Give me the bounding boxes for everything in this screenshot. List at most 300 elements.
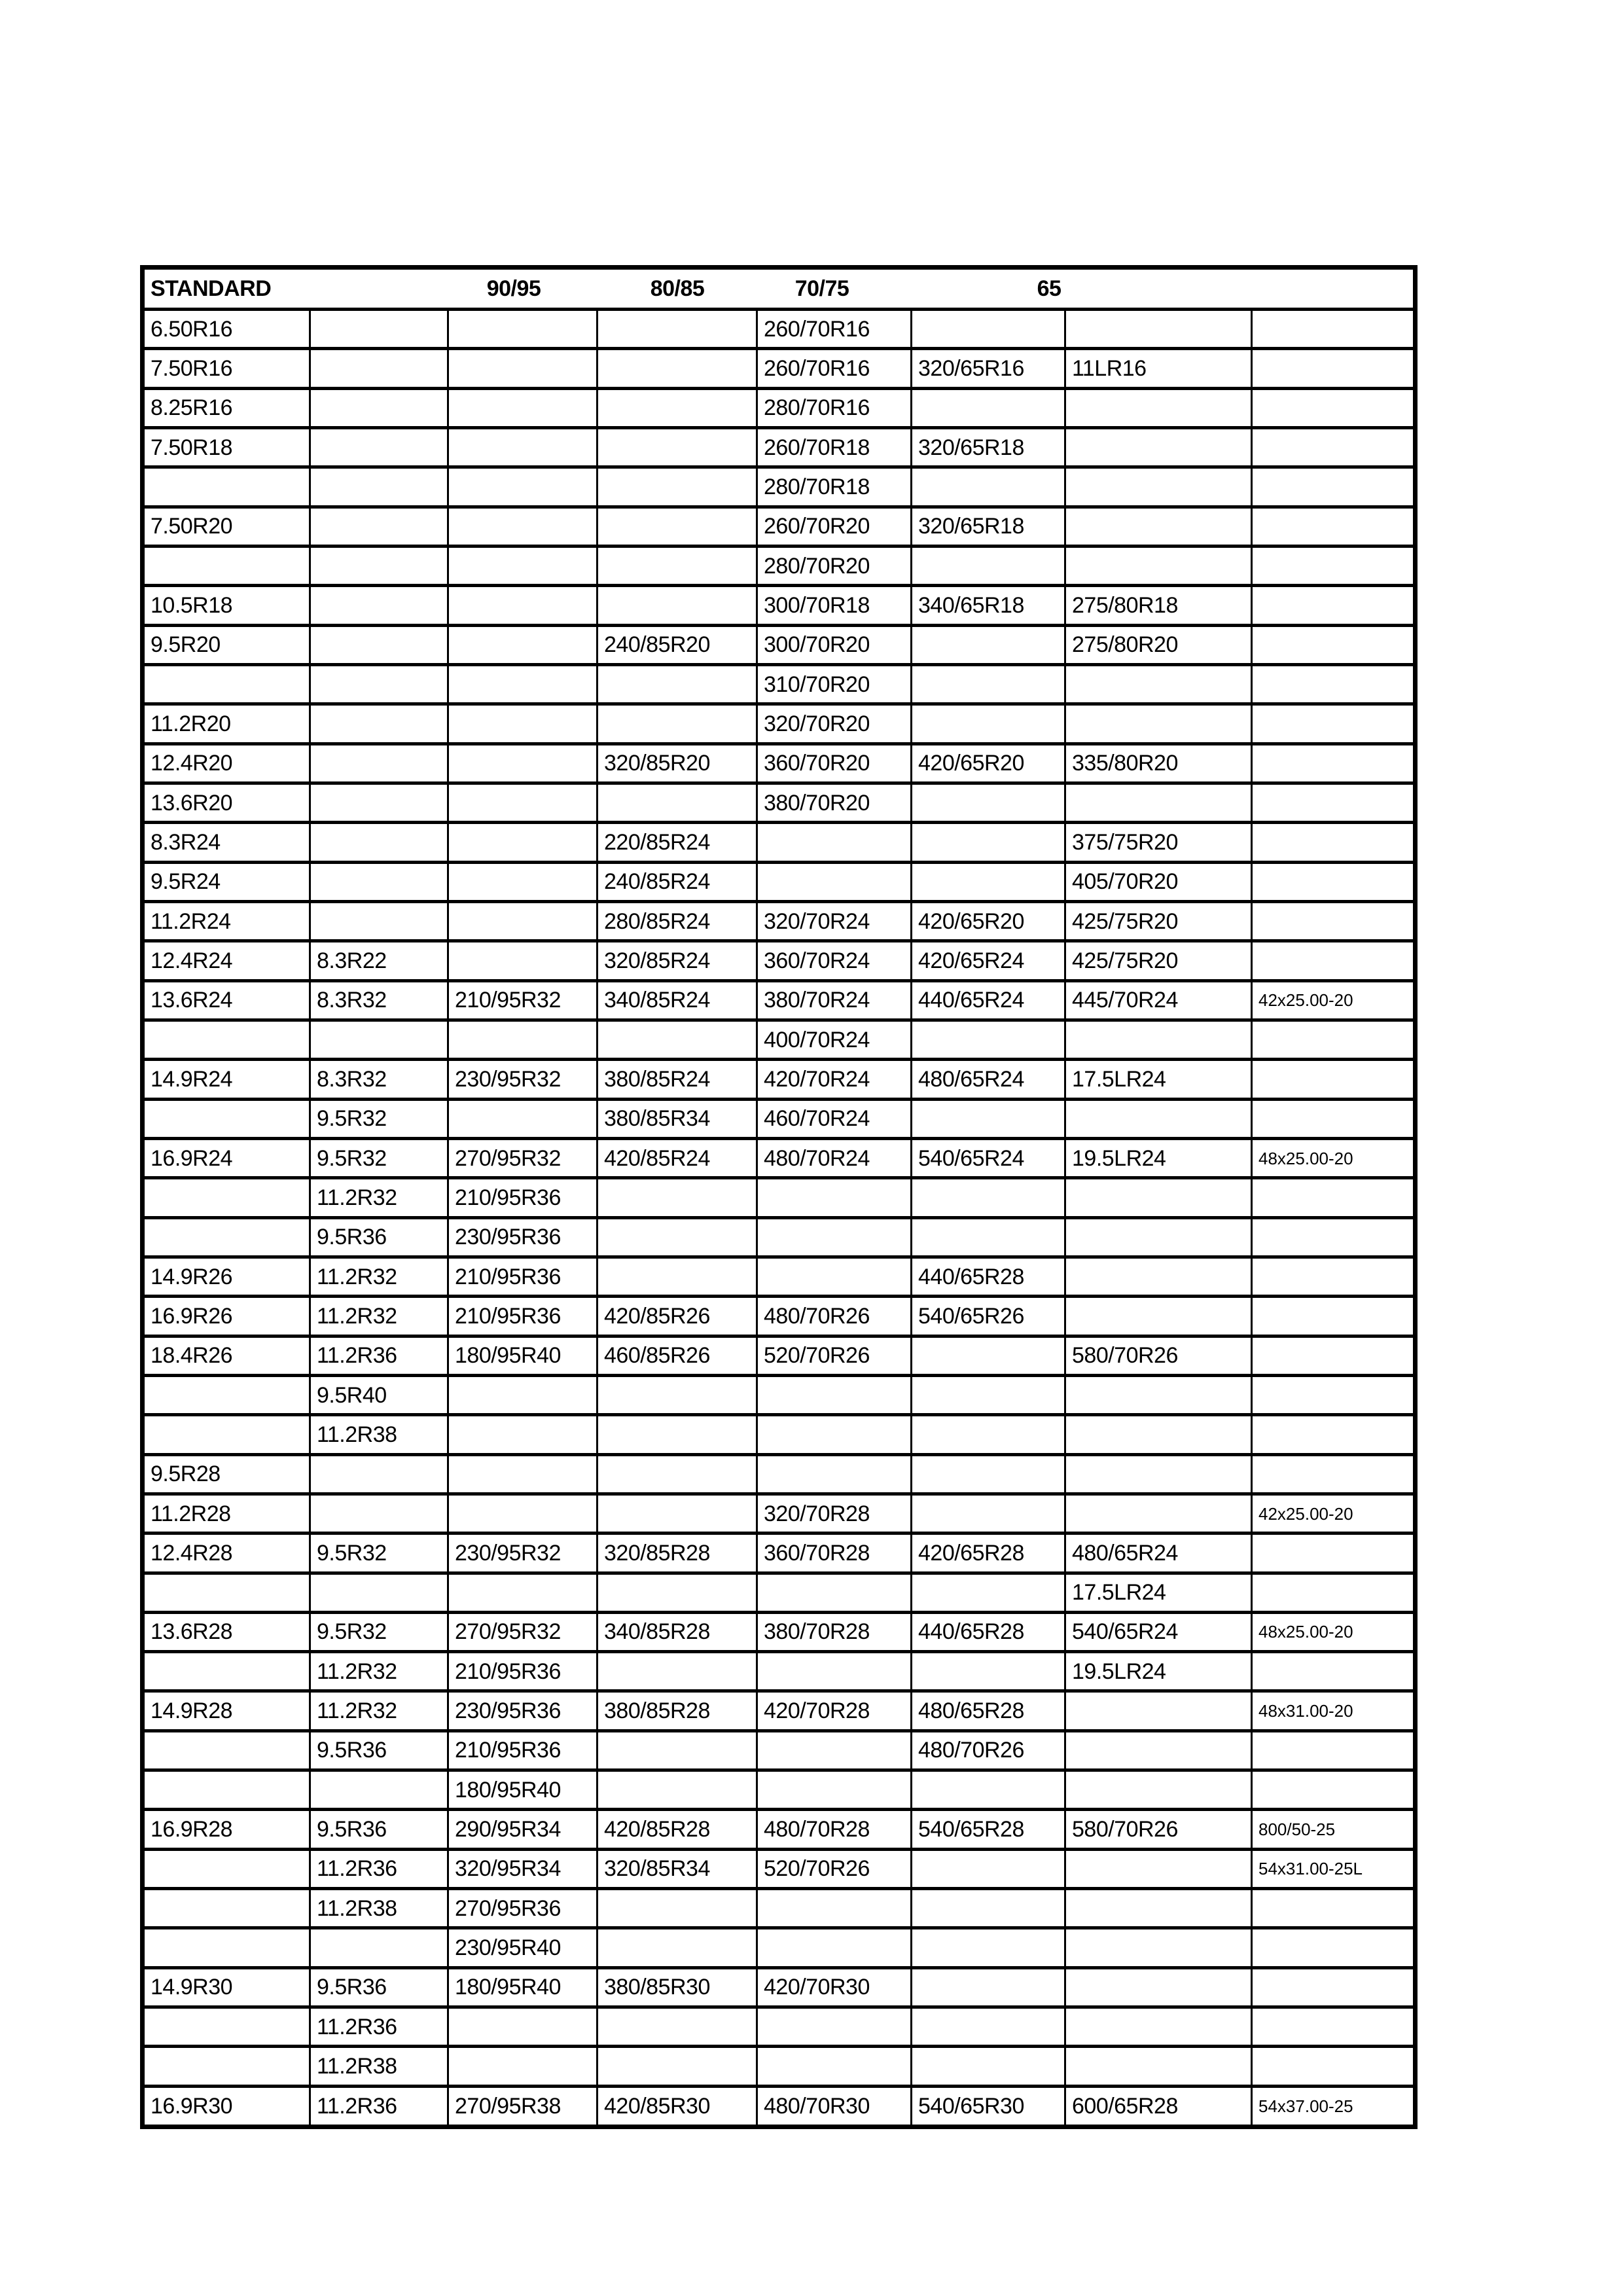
table-cell: [912, 1217, 1065, 1257]
table-cell: [757, 1217, 912, 1257]
table-row: [143, 1770, 1416, 1810]
table-cell: [597, 1770, 757, 1810]
table-cell: [1252, 1099, 1416, 1138]
table-cell: 54x31.00-25L: [1252, 1849, 1416, 1888]
table-cell: 11.2R36: [310, 1336, 448, 1375]
table-cell: [1065, 427, 1252, 467]
table-cell: [143, 1928, 310, 1967]
table-cell: [1065, 1217, 1252, 1257]
table-cell: [1065, 1731, 1252, 1770]
table-cell: [448, 349, 597, 388]
table-cell: [448, 1415, 597, 1454]
table-cell: [1065, 1297, 1252, 1336]
table-cell: [310, 823, 448, 862]
table-row: [143, 1138, 1416, 1177]
table-cell: 400/70R24: [757, 1020, 912, 1059]
tire-size-conversion-table: [140, 265, 1418, 2129]
table-cell: 17.5LR24: [1065, 1573, 1252, 1612]
table-cell: 11.2R24: [143, 901, 310, 941]
table-cell: 420/85R30: [597, 2086, 757, 2126]
table-cell: [912, 823, 1065, 862]
table-cell: 14.9R30: [143, 1967, 310, 2007]
table-cell: [912, 1652, 1065, 1691]
table-cell: [448, 901, 597, 941]
table-header-row: [143, 268, 1416, 310]
table-cell: [597, 586, 757, 625]
table-row: [143, 546, 1416, 585]
table-cell: 480/65R24: [912, 1060, 1065, 1099]
table-cell: 320/85R28: [597, 1534, 757, 1573]
table-cell: [757, 1178, 912, 1217]
header-label-90-95: 90/95: [486, 276, 541, 301]
table-cell: 14.9R28: [143, 1691, 310, 1731]
table-cell: 320/70R24: [757, 901, 912, 941]
table-cell: [143, 1770, 310, 1810]
table-cell: [1065, 1178, 1252, 1217]
table-cell: [143, 1375, 310, 1414]
table-cell: [448, 823, 597, 862]
table-cell: 11.2R32: [310, 1297, 448, 1336]
table-row: [143, 704, 1416, 744]
table-cell: 380/85R30: [597, 1967, 757, 2007]
table-cell: 480/65R24: [1065, 1534, 1252, 1573]
table-cell: 240/85R24: [597, 862, 757, 901]
table-cell: [1065, 783, 1252, 822]
table-cell: 11LR16: [1065, 349, 1252, 388]
table-cell: [912, 625, 1065, 664]
table-cell: 405/70R20: [1065, 862, 1252, 901]
table-row: [143, 1849, 1416, 1888]
table-cell: 340/65R18: [912, 586, 1065, 625]
table-cell: [448, 310, 597, 349]
table-cell: 13.6R24: [143, 980, 310, 1020]
table-cell: [448, 427, 597, 467]
table-cell: [310, 310, 448, 349]
table-row: [143, 901, 1416, 941]
table-row: [143, 1810, 1416, 1849]
table-cell: [1252, 546, 1416, 585]
table-cell: [1065, 546, 1252, 585]
table-cell: [757, 1889, 912, 1928]
table-cell: 9.5R32: [310, 1612, 448, 1651]
table-cell: [757, 1454, 912, 1494]
table-cell: 17.5LR24: [1065, 1060, 1252, 1099]
table-cell: [912, 1889, 1065, 1928]
table-cell: [1065, 2007, 1252, 2047]
table-cell: 210/95R36: [448, 1297, 597, 1336]
table-cell: 320/70R28: [757, 1494, 912, 1533]
table-cell: [143, 1415, 310, 1454]
table-row: [143, 1297, 1416, 1336]
table-cell: [1252, 2047, 1416, 2086]
header-label-70-75: 70/75: [794, 276, 849, 301]
table-cell: 12.4R28: [143, 1534, 310, 1573]
table-cell: [1252, 1178, 1416, 1217]
table-cell: 11.2R32: [310, 1691, 448, 1731]
table-cell: [1252, 1573, 1416, 1612]
table-cell: [912, 1375, 1065, 1414]
table-cell: 260/70R16: [757, 310, 912, 349]
table-cell: 180/95R40: [448, 1770, 597, 1810]
table-cell: [448, 1573, 597, 1612]
table-row: [143, 783, 1416, 822]
table-cell: [757, 2007, 912, 2047]
table-cell: [310, 783, 448, 822]
table-cell: [912, 704, 1065, 744]
table-cell: 420/65R28: [912, 1534, 1065, 1573]
table-cell: [597, 1928, 757, 1967]
table-cell: 11.2R36: [310, 1849, 448, 1888]
table-cell: [143, 1020, 310, 1059]
table-cell: [597, 1375, 757, 1414]
table-cell: [912, 1099, 1065, 1138]
table-cell: 800/50-25: [1252, 1810, 1416, 1849]
table-cell: 320/85R20: [597, 744, 757, 783]
table-cell: [597, 1178, 757, 1217]
table-cell: [310, 625, 448, 664]
table-cell: 320/70R20: [757, 704, 912, 744]
table-cell: 8.3R24: [143, 823, 310, 862]
table-cell: 425/75R20: [1065, 941, 1252, 980]
table-cell: 54x37.00-25: [1252, 2086, 1416, 2126]
table-cell: [1065, 1454, 1252, 1494]
table-cell: 260/70R20: [757, 507, 912, 546]
table-cell: 9.5R20: [143, 625, 310, 664]
table-cell: [1065, 1020, 1252, 1059]
table-row: [143, 2007, 1416, 2047]
table-cell: 270/95R32: [448, 1612, 597, 1651]
table-cell: 380/70R28: [757, 1612, 912, 1651]
table-cell: [1252, 625, 1416, 664]
table-cell: 380/70R20: [757, 783, 912, 822]
table-cell: 440/65R28: [912, 1257, 1065, 1296]
table-cell: [912, 1573, 1065, 1612]
table-row: [143, 1020, 1416, 1059]
table-row: [143, 1060, 1416, 1099]
table-cell: [310, 1020, 448, 1059]
table-cell: 18.4R26: [143, 1336, 310, 1375]
table-cell: 42x25.00-20: [1252, 1494, 1416, 1533]
table-cell: [1065, 1691, 1252, 1731]
table-cell: [143, 1178, 310, 1217]
table-cell: 11.2R20: [143, 704, 310, 744]
table-cell: 300/70R18: [757, 586, 912, 625]
table-cell: 460/70R24: [757, 1099, 912, 1138]
table-cell: [757, 1731, 912, 1770]
table-cell: 11.2R32: [310, 1178, 448, 1217]
table-cell: 580/70R26: [1065, 1336, 1252, 1375]
table-cell: [1252, 1257, 1416, 1296]
table-cell: 240/85R20: [597, 625, 757, 664]
table-cell: 230/95R32: [448, 1060, 597, 1099]
table-header-cell: [143, 268, 1416, 310]
table-cell: 7.50R16: [143, 349, 310, 388]
table-cell: [912, 664, 1065, 704]
table-cell: 380/85R34: [597, 1099, 757, 1138]
table-cell: [597, 1889, 757, 1928]
table-cell: 10.5R18: [143, 586, 310, 625]
table-cell: 48x25.00-20: [1252, 1612, 1416, 1651]
table-cell: 420/65R20: [912, 744, 1065, 783]
table-cell: 280/70R16: [757, 388, 912, 427]
table-cell: [1252, 1060, 1416, 1099]
table-cell: 420/85R26: [597, 1297, 757, 1336]
table-cell: 9.5R40: [310, 1375, 448, 1414]
table-cell: [757, 823, 912, 862]
table-cell: [597, 1020, 757, 1059]
table-cell: [1252, 1297, 1416, 1336]
table-cell: [448, 704, 597, 744]
table-cell: 340/85R24: [597, 980, 757, 1020]
table-cell: [757, 1573, 912, 1612]
table-cell: [448, 507, 597, 546]
table-cell: [1252, 901, 1416, 941]
header-label-65: 65: [1037, 276, 1061, 301]
table-cell: [597, 1573, 757, 1612]
table-cell: [1252, 427, 1416, 467]
table-cell: [448, 1099, 597, 1138]
table-cell: [143, 546, 310, 585]
table-row: [143, 310, 1416, 349]
table-row: [143, 664, 1416, 704]
table-cell: [310, 744, 448, 783]
table-cell: 440/65R24: [912, 980, 1065, 1020]
table-cell: 540/65R24: [912, 1138, 1065, 1177]
table-cell: 480/70R28: [757, 1810, 912, 1849]
table-cell: [912, 310, 1065, 349]
table-cell: [1252, 1217, 1416, 1257]
table-cell: [912, 1770, 1065, 1810]
table-cell: [1252, 783, 1416, 822]
table-cell: [1252, 704, 1416, 744]
table-cell: 320/65R18: [912, 427, 1065, 467]
table-cell: [1065, 1770, 1252, 1810]
table-cell: [310, 901, 448, 941]
table-cell: [1252, 1534, 1416, 1573]
table-cell: 540/65R30: [912, 2086, 1065, 2126]
table-cell: [1252, 1652, 1416, 1691]
table-row: [143, 1612, 1416, 1651]
table-cell: [310, 1454, 448, 1494]
table-cell: [1252, 941, 1416, 980]
table-cell: 480/65R28: [912, 1691, 1065, 1731]
table-cell: 270/95R32: [448, 1138, 597, 1177]
table-cell: [1065, 310, 1252, 349]
table-cell: [1252, 1770, 1416, 1810]
table-cell: [1252, 586, 1416, 625]
table-row: [143, 1454, 1416, 1494]
table-cell: [757, 2047, 912, 2086]
table-cell: [310, 1928, 448, 1967]
table-row: [143, 941, 1416, 980]
table-cell: 540/65R26: [912, 1297, 1065, 1336]
table-cell: 230/95R36: [448, 1217, 597, 1257]
table-cell: [143, 2007, 310, 2047]
table-cell: 320/85R34: [597, 1849, 757, 1888]
table-row: [143, 586, 1416, 625]
table-cell: [912, 1020, 1065, 1059]
table-row: [143, 1731, 1416, 1770]
table-cell: 16.9R30: [143, 2086, 310, 2126]
table-cell: [143, 1217, 310, 1257]
table-cell: 8.3R32: [310, 980, 448, 1020]
table-cell: 280/70R20: [757, 546, 912, 585]
table-cell: [912, 1336, 1065, 1375]
table-cell: 260/70R18: [757, 427, 912, 467]
table-cell: [310, 546, 448, 585]
header-label-80-85: 80/85: [650, 276, 705, 301]
table-cell: 280/85R24: [597, 901, 757, 941]
table-cell: 380/85R24: [597, 1060, 757, 1099]
table-cell: [310, 467, 448, 507]
table-cell: 14.9R24: [143, 1060, 310, 1099]
table-cell: [912, 862, 1065, 901]
table-cell: 42x25.00-20: [1252, 980, 1416, 1020]
table-row: [143, 1534, 1416, 1573]
table-row: [143, 427, 1416, 467]
table-cell: 540/65R24: [1065, 1612, 1252, 1651]
table-cell: [1252, 1454, 1416, 1494]
table-cell: 310/70R20: [757, 664, 912, 704]
table-cell: 380/85R28: [597, 1691, 757, 1731]
table-cell: [448, 664, 597, 704]
table-cell: 48x31.00-20: [1252, 1691, 1416, 1731]
table-cell: 16.9R28: [143, 1810, 310, 1849]
table-cell: [1252, 1336, 1416, 1375]
table-cell: 270/95R36: [448, 1889, 597, 1928]
table-cell: [1065, 1928, 1252, 1967]
table-cell: [448, 1494, 597, 1533]
table-cell: [597, 2047, 757, 2086]
table-cell: [912, 546, 1065, 585]
table-cell: [1252, 862, 1416, 901]
table-row: [143, 1691, 1416, 1731]
table-cell: [597, 1415, 757, 1454]
table-cell: 480/70R26: [757, 1297, 912, 1336]
table-cell: [1252, 1889, 1416, 1928]
table-cell: [143, 1731, 310, 1770]
table-cell: [1252, 1731, 1416, 1770]
table-cell: [597, 467, 757, 507]
table-cell: [597, 1217, 757, 1257]
table-cell: [448, 783, 597, 822]
table-cell: [912, 1967, 1065, 2007]
table-cell: [310, 1494, 448, 1533]
table-cell: [143, 1652, 310, 1691]
table-row: [143, 1415, 1416, 1454]
table-cell: 7.50R18: [143, 427, 310, 467]
table-cell: [1252, 2007, 1416, 2047]
table-cell: 260/70R16: [757, 349, 912, 388]
table-cell: [143, 1849, 310, 1888]
table-row: [143, 980, 1416, 1020]
table-cell: [597, 507, 757, 546]
table-cell: 11.2R38: [310, 2047, 448, 2086]
table-cell: 360/70R28: [757, 1534, 912, 1573]
table-cell: 290/95R34: [448, 1810, 597, 1849]
table-cell: [310, 349, 448, 388]
table-cell: 280/70R18: [757, 467, 912, 507]
table-cell: 11.2R36: [310, 2007, 448, 2047]
table-cell: 360/70R24: [757, 941, 912, 980]
table-cell: [597, 546, 757, 585]
table-cell: 420/65R20: [912, 901, 1065, 941]
table-cell: 230/95R36: [448, 1691, 597, 1731]
table-cell: [597, 427, 757, 467]
table-cell: 420/70R28: [757, 1691, 912, 1731]
table-cell: 13.6R20: [143, 783, 310, 822]
table-cell: 12.4R24: [143, 941, 310, 980]
table-cell: [310, 427, 448, 467]
table-cell: 340/85R28: [597, 1612, 757, 1651]
table-cell: [310, 586, 448, 625]
table-cell: [757, 1375, 912, 1414]
table-cell: 320/65R16: [912, 349, 1065, 388]
table-cell: 480/70R30: [757, 2086, 912, 2126]
table-cell: 275/80R20: [1065, 625, 1252, 664]
table-cell: [310, 507, 448, 546]
table-cell: [448, 586, 597, 625]
table-cell: 9.5R32: [310, 1099, 448, 1138]
table-cell: [1252, 310, 1416, 349]
table-cell: [1252, 1020, 1416, 1059]
table-cell: 580/70R26: [1065, 1810, 1252, 1849]
table-cell: [1252, 823, 1416, 862]
table-cell: [597, 783, 757, 822]
table-cell: [1252, 1375, 1416, 1414]
table-cell: [597, 1257, 757, 1296]
table-row: [143, 467, 1416, 507]
table-cell: [757, 1257, 912, 1296]
table-cell: 445/70R24: [1065, 980, 1252, 1020]
table-cell: 11.2R32: [310, 1652, 448, 1691]
table-cell: [757, 1652, 912, 1691]
table-row: [143, 1967, 1416, 2007]
table-cell: [597, 1652, 757, 1691]
table-cell: 11.2R38: [310, 1889, 448, 1928]
table-cell: [1065, 1257, 1252, 1296]
table-cell: 320/65R18: [912, 507, 1065, 546]
table-cell: [448, 744, 597, 783]
table-cell: [1065, 1849, 1252, 1888]
table-cell: [143, 1889, 310, 1928]
table-cell: [310, 704, 448, 744]
table-cell: 11.2R38: [310, 1415, 448, 1454]
table-cell: [1065, 664, 1252, 704]
table-cell: 275/80R18: [1065, 586, 1252, 625]
table-row: [143, 1494, 1416, 1533]
table-row: [143, 1099, 1416, 1138]
table-cell: 12.4R20: [143, 744, 310, 783]
table-cell: 9.5R36: [310, 1967, 448, 2007]
table-row: [143, 507, 1416, 546]
table-cell: 480/70R24: [757, 1138, 912, 1177]
table-row: [143, 2086, 1416, 2126]
table-cell: [1252, 349, 1416, 388]
table-cell: 6.50R16: [143, 310, 310, 349]
table-row: [143, 1375, 1416, 1414]
table-row: [143, 1573, 1416, 1612]
table-cell: 210/95R36: [448, 1257, 597, 1296]
table-cell: [448, 941, 597, 980]
table-cell: [597, 1494, 757, 1533]
table-cell: 9.5R36: [310, 1731, 448, 1770]
table-row: [143, 1257, 1416, 1296]
table-row: [143, 862, 1416, 901]
table-cell: [143, 2047, 310, 2086]
table-cell: [912, 1928, 1065, 1967]
table-cell: [597, 664, 757, 704]
